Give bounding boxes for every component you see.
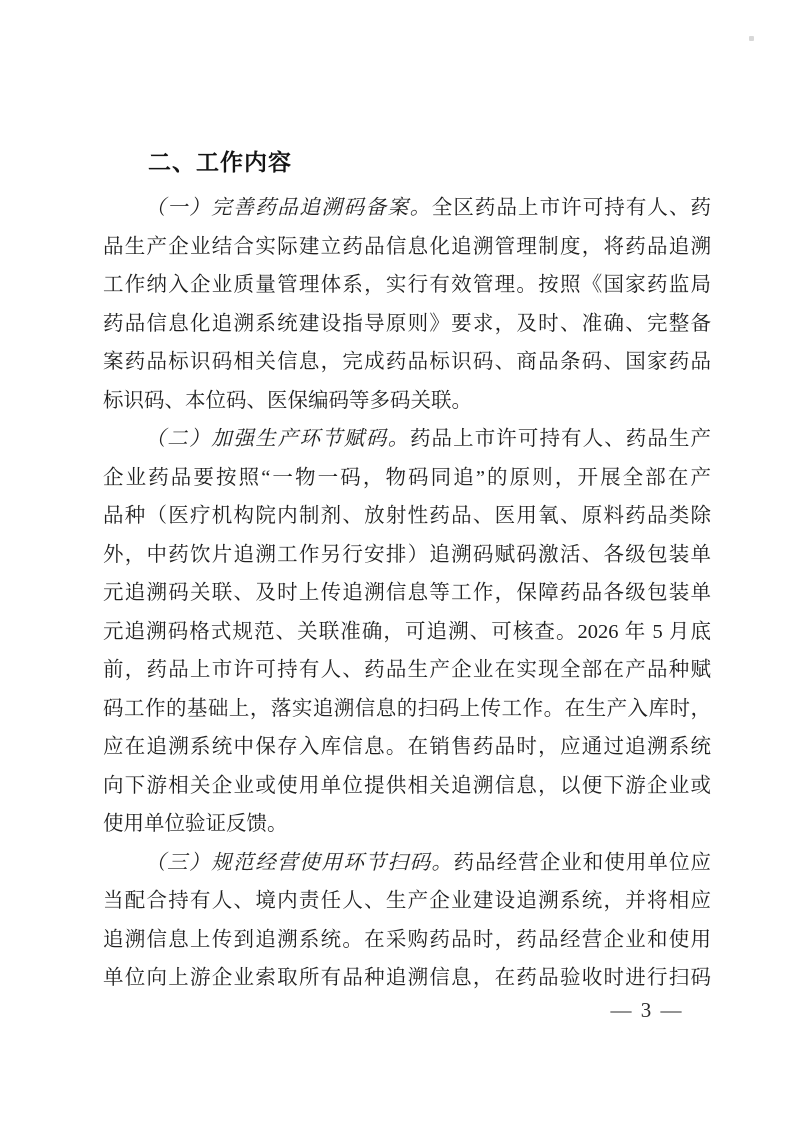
text-line (103, 189, 711, 228)
document-body (103, 189, 711, 998)
line-text: 外，中药饮片追溯工作另行安排）追溯码赋码激活、各级包装单 (103, 543, 711, 566)
line-text: 企业药品要按照“一物一码，物码同追”的原则，开展全部在产 (103, 466, 711, 489)
section-heading: 二、工作内容 (148, 149, 292, 175)
line-text: 前，药品上市许可持有人、药品生产企业在实现全部在产品种赋 (103, 659, 711, 681)
line-text: 元追溯码格式规范、关联准确，可追溯、可核查。2026 年 5 月底 (103, 620, 711, 643)
text-line (103, 420, 711, 459)
line-text: 工作纳入企业质量管理体系，实行有效管理。按照《国家药监局 (103, 274, 711, 296)
line-text: 药品信息化追溯系统建设指导原则》要求，及时、准确、完整备 (103, 312, 711, 335)
line-text: 码工作的基础上，落实追溯信息的扫码上传工作。在生产入库时， (103, 697, 711, 720)
line-text: 使用单位验证反馈。 (103, 813, 288, 835)
paragraph-lead: （三）规范经营使用环节扫码。 (145, 851, 454, 874)
paragraph-lead: （一）完善药品追溯码备案。 (145, 197, 432, 219)
text-line (103, 805, 711, 844)
text-line (103, 459, 711, 498)
text-line (103, 574, 711, 613)
line-text: 药品上市许可持有人、药品生产 (409, 428, 711, 450)
text-line (103, 844, 711, 883)
text-line (103, 343, 711, 382)
text-line (103, 613, 711, 652)
text-line (103, 767, 711, 806)
text-line (103, 651, 711, 690)
line-text: 向下游相关企业或使用单位提供相关追溯信息，以便下游企业或 (103, 774, 711, 797)
text-line (103, 536, 711, 575)
line-text: 全区药品上市许可持有人、药 (431, 197, 711, 219)
line-text: 品生产企业结合实际建立药品信息化追溯管理制度，将药品追溯 (103, 235, 711, 258)
line-text: 应在追溯系统中保存入库信息。在销售药品时，应通过追溯系统 (103, 736, 711, 758)
text-line (103, 228, 711, 267)
scan-artifact-speck (749, 36, 754, 41)
text-line (103, 690, 711, 729)
text-line (103, 959, 711, 998)
text-line (103, 266, 711, 305)
page-number: — 3 — (610, 998, 684, 1022)
text-line (103, 305, 711, 344)
line-text: 当配合持有人、境内责任人、生产企业建设追溯系统，并将相应 (103, 890, 711, 912)
line-text: 元追溯码关联、及时上传追溯信息等工作，保障药品各级包装单 (103, 582, 711, 604)
line-text: 药品经营企业和使用单位应 (453, 851, 711, 874)
line-text: 品种（医疗机构院内制剂、放射性药品、医用氧、原料药品类除 (103, 505, 711, 527)
paragraph-lead: （二）加强生产环节赋码。 (145, 428, 410, 450)
text-line (103, 728, 711, 767)
line-text: 案药品标识码相关信息，完成药品标识码、商品条码、国家药品 (103, 351, 711, 373)
text-line (103, 497, 711, 536)
line-text: 单位向上游企业索取所有品种追溯信息，在药品验收时进行扫码 (103, 967, 711, 989)
text-line (103, 382, 711, 421)
text-line (103, 921, 711, 960)
line-text: 标识码、本位码、医保编码等多码关联。 (103, 389, 472, 412)
line-text: 追溯信息上传到追溯系统。在采购药品时，药品经营企业和使用 (103, 928, 711, 951)
text-line (103, 882, 711, 921)
